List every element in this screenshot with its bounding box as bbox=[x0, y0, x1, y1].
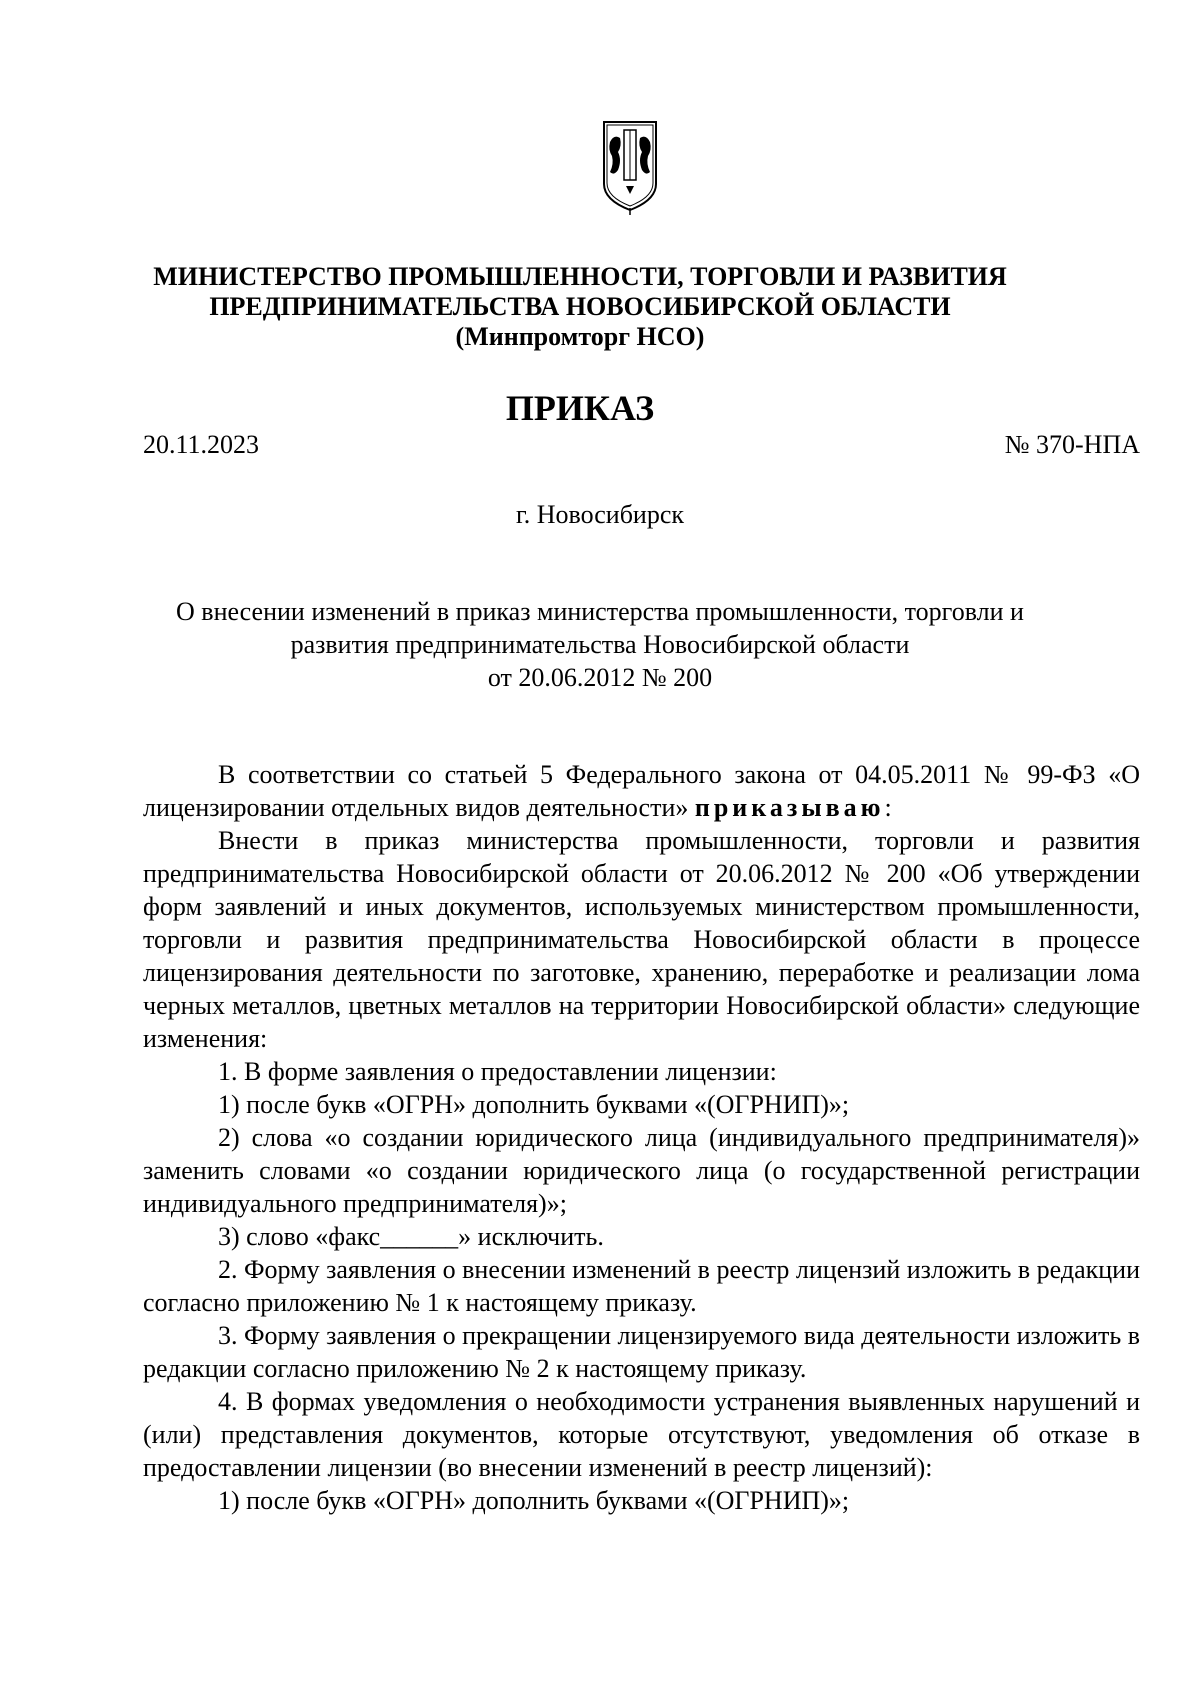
document-body bbox=[143, 758, 1140, 1517]
ministry-short-name: (Минпромторг НСО) bbox=[455, 322, 705, 351]
body-paragraph-7: 2. Форму заявления о внесении изменений в реестр лицензий изложить в редакции согласно приложению № 1 к настоящему приказу. bbox=[143, 1255, 1140, 1317]
body-paragraph-5: 2) слова «о создании юридического лица (индивидуального предпринимателя)» заменить словами «о создании юридического лица (о государственной регистрации индивидуального предпринимателя)»; bbox=[143, 1123, 1140, 1218]
preamble-end: : bbox=[884, 793, 892, 822]
order-keyword: приказываю bbox=[694, 793, 885, 822]
preamble-text: В соответствии со статьей 5 Федерального закона от 04.05.2011 № 99-ФЗ «О лицензировании отдельных видов деятельности» bbox=[143, 760, 1140, 822]
document-subject bbox=[120, 595, 1080, 694]
ministry-name bbox=[120, 262, 1040, 352]
coat-of-arms-icon bbox=[600, 120, 660, 216]
body-paragraph-3: 1. В форме заявления о предоставлении лицензии: bbox=[218, 1057, 777, 1086]
subject-line1: О внесении изменений в приказ министерства промышленности, торговли и bbox=[176, 597, 1024, 626]
body-paragraph-10: 1) после букв «ОГРН» дополнить буквами «(ОГРНИП)»; bbox=[218, 1486, 850, 1515]
subject-line3: от 20.06.2012 № 200 bbox=[487, 663, 713, 692]
document-date: 20.11.2023 bbox=[143, 430, 260, 459]
body-paragraph-6: 3) слово «факс______» исключить. bbox=[218, 1222, 604, 1251]
body-paragraph-4: 1) после букв «ОГРН» дополнить буквами «(ОГРНИП)»; bbox=[218, 1090, 850, 1119]
body-paragraph-2: Внести в приказ министерства промышленности, торговли и развития предпринимательства Новосибирской области от 20.06.2012 № 200 «Об утверждении форм заявлений и иных документов, используемых министерством промышленности, торговли и развития предпринимательства Новосибирской области в процессе лицензирования деятельности по заготовке, хранению, переработке и реализации лома черных металлов, цветных металлов на территории Новосибирской области» следующие изменения: bbox=[143, 826, 1140, 1053]
document-number: № 370-НПА bbox=[1004, 430, 1140, 459]
body-paragraph-8: 3. Форму заявления о прекращении лицензируемого вида деятельности изложить в редакции согласно приложению № 2 к настоящему приказу. bbox=[143, 1321, 1140, 1383]
body-paragraph-1 bbox=[143, 758, 1140, 824]
ministry-name-line2: ПРЕДПРИНИМАТЕЛЬСТВА НОВОСИБИРСКОЙ ОБЛАСТИ bbox=[209, 292, 951, 321]
document-city: г. Новосибирск bbox=[515, 500, 685, 529]
body-paragraph-9: 4. В формах уведомления о необходимости устранения выявленных нарушений и (или) представления документов, которые отсутствуют, уведомления об отказе в предоставлении лицензии (во внесении изменений в реестр лицензий): bbox=[143, 1387, 1140, 1482]
document-type-title: ПРИКАЗ bbox=[505, 388, 655, 428]
subject-line2: развития предпринимательства Новосибирской области bbox=[290, 630, 910, 659]
ministry-name-line1: МИНИСТЕРСТВО ПРОМЫШЛЕННОСТИ, ТОРГОВЛИ И РАЗВИТИЯ bbox=[153, 262, 1007, 291]
